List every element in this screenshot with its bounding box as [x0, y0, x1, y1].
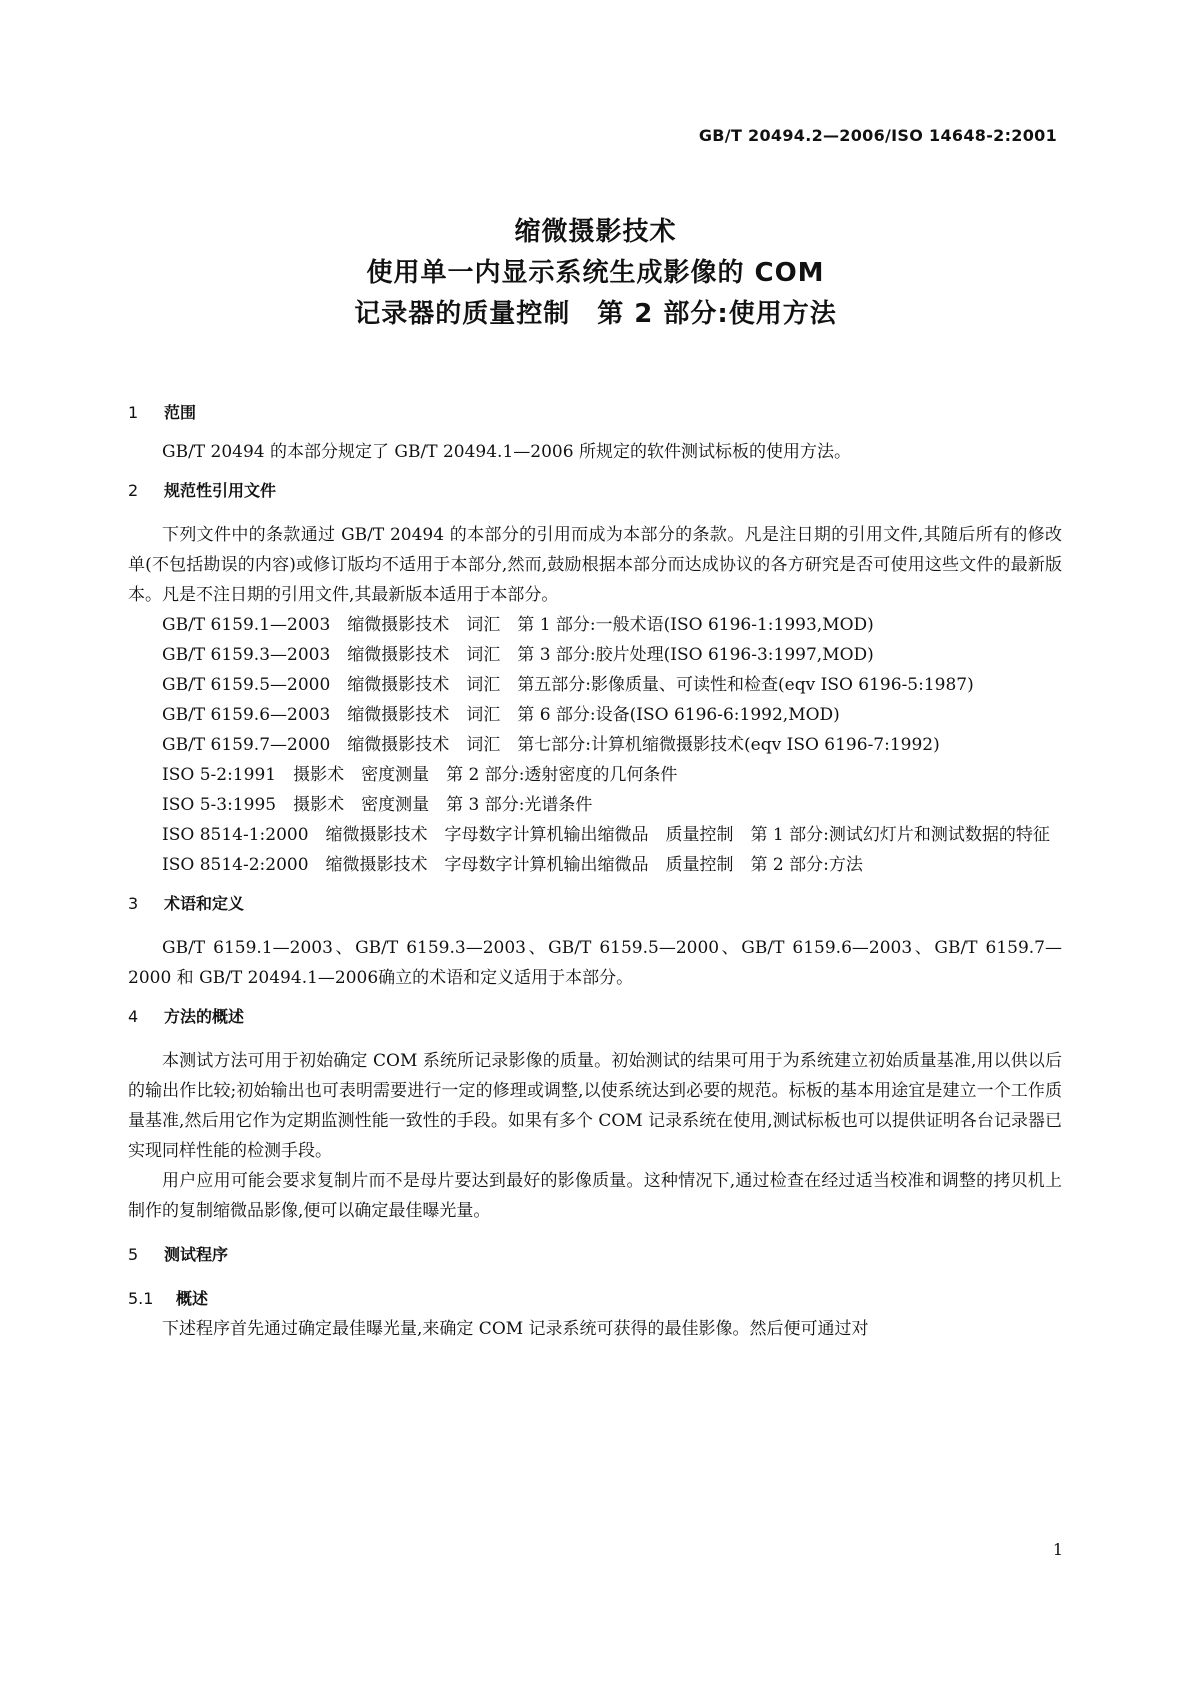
reference-item: ISO 5-3:1995 摄影术 密度测量 第 3 部分:光谱条件 [162, 795, 593, 815]
section-title: 术语和定义 [164, 894, 245, 913]
section-number: 2 [128, 481, 139, 500]
subsection-title: 概述 [176, 1289, 209, 1308]
paragraph: GB/T 20494 的本部分规定了 GB/T 20494.1—2006 所规定的软件测试标板的使用方法。 [162, 442, 851, 462]
section-heading-terms [128, 889, 1062, 919]
page-number: 1 [1052, 1540, 1063, 1559]
reference-item: GB/T 6159.7—2000 缩微摄影技术 词汇 第七部分:计算机缩微摄影技术(eqv ISO 6196-7:1992) [162, 735, 940, 755]
document-body [128, 398, 1062, 1344]
section-title: 测试程序 [164, 1245, 229, 1264]
paragraph: 下述程序首先通过确定最佳曝光量,来确定 COM 记录系统可获得的最佳影像。然后便可通过对 [162, 1319, 869, 1339]
reference-item: ISO 8514-1:2000 缩微摄影技术 字母数字计算机输出缩微品 质量控制 第 1 部分:测试幻灯片和测试数据的特征 [162, 825, 1050, 845]
section-number: 3 [128, 894, 139, 913]
section-number: 4 [128, 1007, 139, 1026]
paragraph: GB/T 6159.1—2003、GB/T 6159.3—2003、GB/T 6159.5—2000、GB/T 6159.6—2003、GB/T 6159.7—2000 和 GB/T 20494.1—2006确立的术语和定义适用于本部分。 [128, 938, 1062, 988]
title-line-3: 记录器的质量控制 第 2 部分:使用方法 [354, 299, 837, 329]
paragraph: 用户应用可能会要求复制片而不是母片要达到最好的影像质量。这种情况下,通过检查在经过适当校准和调整的拷贝机上制作的复制缩微品影像,便可以确定最佳曝光量。 [128, 1171, 1062, 1221]
section-title: 范围 [164, 403, 197, 422]
reference-item: GB/T 6159.5—2000 缩微摄影技术 词汇 第五部分:影像质量、可读性和检查(eqv ISO 6196-5:1987) [162, 675, 974, 695]
section-heading-test-procedure [128, 1240, 1062, 1270]
section-title: 规范性引用文件 [164, 481, 277, 500]
subsection-number: 5.1 [128, 1289, 154, 1308]
title-line-2: 使用单一内显示系统生成影像的 COM [366, 258, 825, 288]
section-title: 方法的概述 [164, 1007, 245, 1026]
reference-item: ISO 8514-2:2000 缩微摄影技术 字母数字计算机输出缩微品 质量控制 第 2 部分:方法 [162, 855, 863, 875]
reference-item: GB/T 6159.1—2003 缩微摄影技术 词汇 第 1 部分:一般术语(ISO 6196-1:1993,MOD) [162, 615, 874, 635]
section-heading-normative-references [128, 476, 1062, 506]
paragraph: 下列文件中的条款通过 GB/T 20494 的本部分的引用而成为本部分的条款。凡是注日期的引用文件,其随后所有的修改单(不包括勘误的内容)或修订版均不适用于本部分,然而,鼓励根据本部分而达成协议的各方研究是否可使用这些文件的最新版本。凡是不注日期的引用文件,其最新版本适用于本部分。 [128, 525, 1062, 605]
reference-item: GB/T 6159.6—2003 缩微摄影技术 词汇 第 6 部分:设备(ISO 6196-6:1992,MOD) [162, 705, 840, 725]
standard-code: GB/T 20494.2—2006/ISO 14648-2:2001 [698, 126, 1057, 145]
reference-item: GB/T 6159.3—2003 缩微摄影技术 词汇 第 3 部分:胶片处理(ISO 6196-3:1997,MOD) [162, 645, 874, 665]
reference-item: ISO 5-2:1991 摄影术 密度测量 第 2 部分:透射密度的几何条件 [162, 765, 678, 785]
section-heading-method-overview [128, 1002, 1062, 1032]
title-line-1: 缩微摄影技术 [514, 217, 677, 247]
subsection-heading-overview [128, 1284, 1062, 1314]
section-number: 5 [128, 1245, 139, 1264]
document-title [0, 212, 1191, 335]
section-heading-scope [128, 398, 1062, 428]
paragraph: 本测试方法可用于初始确定 COM 系统所记录影像的质量。初始测试的结果可用于为系统建立初始质量基准,用以供以后的输出作比较;初始输出也可表明需要进行一定的修理或调整,以使系统达到必要的规范。标板的基本用途宜是建立一个工作质量基准,然后用它作为定期监测性能一致性的手段。如果有多个 COM 记录系统在使用,测试标板也可以提供证明各台记录器已实现同样性能的检测手段。 [128, 1051, 1062, 1161]
section-number: 1 [128, 403, 139, 422]
